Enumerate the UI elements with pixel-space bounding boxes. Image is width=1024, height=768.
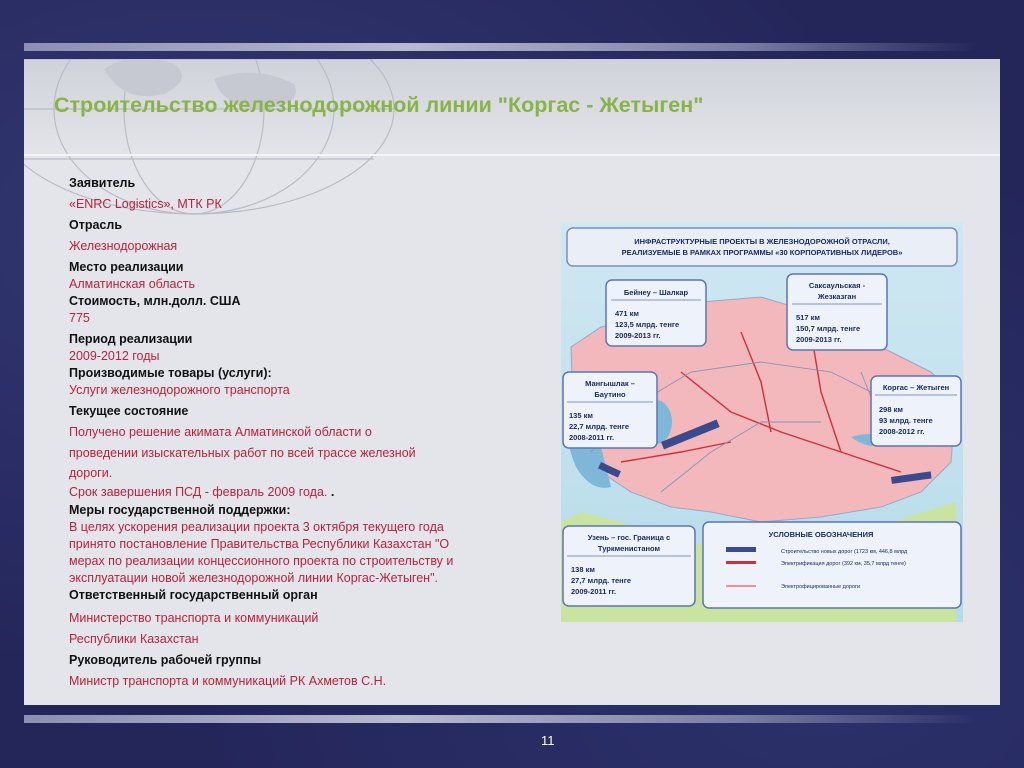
- field-support-line-1: В целях ускорения реализации проекта 3 октября текущего года: [69, 520, 444, 534]
- page-number: 11: [541, 733, 555, 748]
- svg-text:Бейнеу – Шалкар: Бейнеу – Шалкар: [623, 288, 689, 297]
- svg-text:138 км: 138 км: [571, 565, 595, 574]
- svg-text:Электрификация дорог (392 км,: Электрификация дорог (392 км, 35,7 млрд тенге): [781, 561, 906, 567]
- field-industry-label: Отрасль: [69, 218, 123, 232]
- project-details: [69, 175, 539, 690]
- title-divider: [24, 154, 1000, 156]
- field-support-line-3: мерах по реализации концессионного проекта по строительству и: [69, 554, 454, 568]
- svg-text:2008-2012 гг.: 2008-2012 гг.: [879, 427, 925, 436]
- map-header-line-1: ИНФРАСТРУКТУРНЫЕ ПРОЕКТЫ В ЖЕЛЕЗНОДОРОЖНОЙ ОТРАСЛИ,: [634, 237, 890, 246]
- field-status-suffix: .: [327, 484, 335, 499]
- field-authority-line-1: Министерство транспорта и коммуникаций: [69, 611, 319, 625]
- field-applicant-label: Заявитель: [69, 176, 136, 190]
- svg-text:517 км: 517 км: [796, 313, 820, 322]
- field-applicant-value: «ENRC Logistics», МТК РК: [69, 197, 222, 211]
- svg-text:2009-2011 гг.: 2009-2011 гг.: [571, 587, 617, 596]
- svg-text:Электрофицированные дороги: Электрофицированные дороги: [781, 584, 861, 590]
- field-cost-value: 775: [69, 311, 90, 325]
- svg-text:2009-2013 гг.: 2009-2013 гг.: [615, 331, 661, 340]
- project-box-beineu-shalkar: [606, 280, 706, 346]
- svg-text:123,5 млрд. тенге: 123,5 млрд. тенге: [615, 320, 680, 329]
- svg-text:Саксаульская -: Саксаульская -: [808, 281, 866, 290]
- field-location-label: Место реализации: [69, 260, 184, 274]
- field-services-label: Производимые товары (услуги):: [69, 366, 272, 380]
- slide-title: Строительство железнодорожной линии "Коргас - Жетыген": [54, 93, 704, 117]
- field-industry-value: Железнодорожная: [69, 239, 178, 253]
- field-status-line-3: дороги.: [69, 466, 113, 480]
- svg-text:150,7 млрд. тенге: 150,7 млрд. тенге: [796, 324, 861, 333]
- field-status-line-4: Срок завершения ПСД - февраль 2009 года.: [69, 484, 328, 499]
- svg-text:135 км: 135 км: [569, 411, 593, 420]
- field-status-deadline: [69, 482, 539, 503]
- svg-text:Мангышлак –: Мангышлак –: [585, 379, 635, 388]
- field-support-line-4: эксплуатации новой железнодорожной линии Коргас-Жетыген".: [69, 571, 438, 585]
- field-period-label: Период реализации: [69, 332, 193, 346]
- project-box-korgas-zhetygen: [871, 376, 961, 446]
- svg-text:Туркменистаном: Туркменистаном: [597, 544, 661, 553]
- field-support-label: Меры государственной поддержки:: [69, 503, 291, 517]
- project-box-mangyshlak-bautino: [563, 372, 657, 448]
- field-status-label: Текущее состояние: [69, 404, 189, 418]
- field-authority-line-2: Республики Казахстан: [69, 632, 199, 646]
- field-status-line-1: Получено решение акимата Алматинской области о: [69, 425, 372, 439]
- field-authority-label: Ответственный государственный орган: [69, 588, 318, 602]
- svg-text:Строительство новых дорог (172: Строительство новых дорог (1723 км, 446,8 млрд: [781, 549, 908, 555]
- slide: [24, 59, 1000, 705]
- field-leader-value: Министр транспорта и коммуникаций РК Ахметов С.Н.: [69, 674, 387, 688]
- field-cost-label: Стоимость, млн.долл. США: [69, 294, 241, 308]
- field-status-line-2: проведении изыскательных работ по всей трассе железной: [69, 445, 416, 460]
- svg-text:2008-2011 гг.: 2008-2011 гг.: [569, 433, 615, 442]
- svg-text:Коргас – Жетыген: Коргас – Жетыген: [882, 383, 950, 392]
- project-box-uzen-turkmenistan: [563, 526, 695, 606]
- svg-text:Жезказган: Жезказган: [817, 292, 857, 301]
- svg-text:УСЛОВНЫЕ ОБОЗНАЧЕНИЯ: УСЛОВНЫЕ ОБОЗНАЧЕНИЯ: [768, 530, 874, 539]
- map-header-line-2: РЕАЛИЗУЕМЫЕ В РАМКАХ ПРОГРАММЫ «30 КОРПОРАТИВНЫХ ЛИДЕРОВ»: [621, 248, 903, 257]
- svg-text:298 км: 298 км: [879, 405, 903, 414]
- top-decor-band: [24, 43, 976, 51]
- project-box-saksaulskaya-zhezkazgan: [787, 274, 887, 350]
- map-legend: [703, 522, 961, 608]
- map-header-box: [567, 228, 957, 266]
- railway-projects-map: [561, 222, 963, 622]
- svg-text:Узень – гос. Граница с: Узень – гос. Граница с: [587, 533, 671, 542]
- field-leader-label: Руководитель рабочей группы: [69, 653, 262, 667]
- svg-text:93 млрд. тенге: 93 млрд. тенге: [879, 416, 933, 425]
- svg-text:27,7 млрд. тенге: 27,7 млрд. тенге: [571, 576, 631, 585]
- field-period-value: 2009-2012 годы: [69, 349, 160, 363]
- field-location-value: Алматинская область: [69, 277, 195, 291]
- svg-text:2009-2013 гг.: 2009-2013 гг.: [796, 335, 842, 344]
- svg-text:471 км: 471 км: [615, 309, 639, 318]
- field-support-line-2: принято постановление Правительства Республики Казахстан "О: [69, 537, 450, 551]
- svg-text:22,7 млрд. тенге: 22,7 млрд. тенге: [569, 422, 629, 431]
- bottom-decor-band: [24, 715, 976, 723]
- svg-text:Баутино: Баутино: [594, 390, 626, 399]
- field-services-value: Услуги железнодорожного транспорта: [69, 383, 290, 397]
